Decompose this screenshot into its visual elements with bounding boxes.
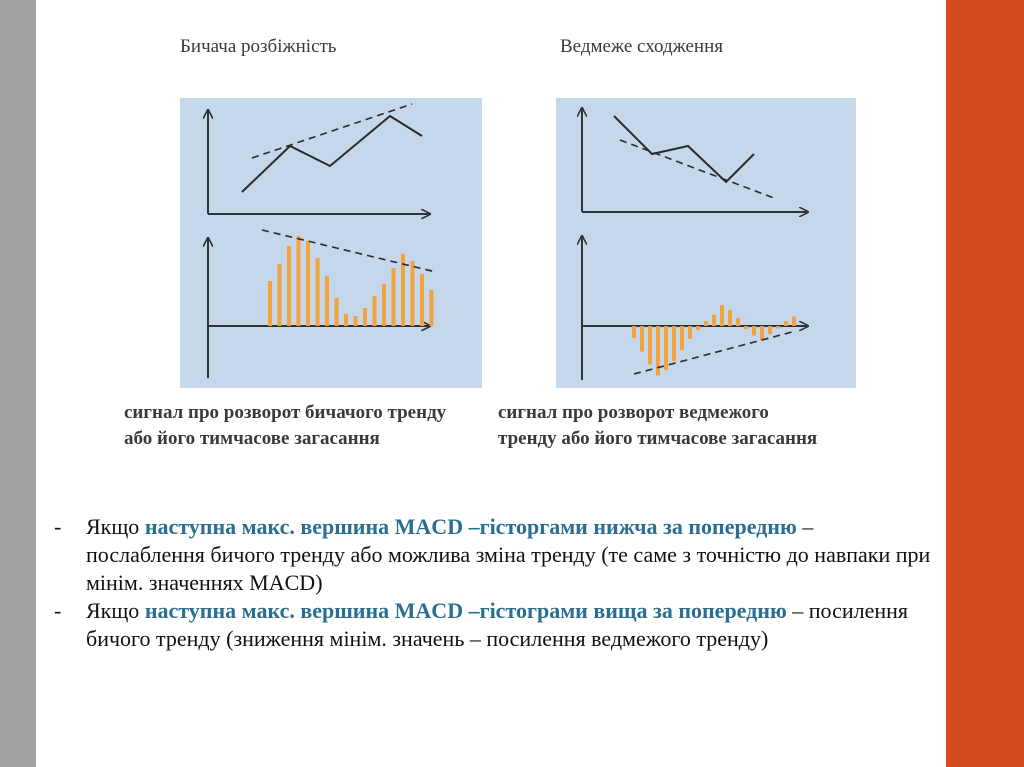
histogram-bar [792, 316, 796, 326]
bullish-caption [124, 400, 446, 452]
histogram-bar [411, 261, 415, 326]
histogram-bar [382, 284, 386, 326]
histogram-bar [363, 308, 367, 326]
histogram-bar [664, 326, 668, 370]
bullet-prefix: Якщо [86, 598, 145, 623]
histogram-bar [287, 246, 291, 326]
bearish-caption-line: сигнал про розворот ведмежого [498, 402, 769, 423]
bullet-item [54, 513, 934, 597]
histogram-bar [704, 321, 708, 326]
bullet-dash: - [54, 514, 62, 539]
histogram-bar [744, 326, 748, 329]
histogram-bar [712, 315, 716, 326]
histogram-bar [344, 314, 348, 326]
histogram-bar [680, 326, 684, 350]
bullish-caption-line: сигнал про розворот бичачого тренду [124, 402, 447, 423]
histogram-bar [776, 326, 780, 328]
bullet-highlight: наступна макс. вершина MACD –гісторгами нижча за попередню [144, 514, 797, 539]
bullet-dash: - [54, 598, 62, 623]
histogram-bar [696, 326, 700, 330]
histogram-bar [648, 326, 652, 364]
bullet-prefix: Якщо [86, 514, 145, 539]
histogram-bar [688, 326, 692, 339]
histogram-bar [373, 296, 377, 326]
bearish-convergence-diagram [556, 98, 856, 388]
bearish-convergence-title: Ведмеже сходження [560, 36, 724, 57]
right-decorative-bar [946, 0, 1024, 767]
histogram-bar [640, 326, 644, 352]
histogram-bar [760, 326, 764, 340]
bullet-item [54, 597, 934, 653]
bullet-highlight: наступна макс. вершина MACD –гістограми вища за попередню [144, 598, 787, 623]
histogram-bar [672, 326, 676, 361]
histogram-bar [306, 241, 310, 326]
histogram-bar [752, 326, 756, 336]
bearish-caption-line: тренду або його тимчасове загасання [498, 428, 818, 449]
histogram-bar [316, 258, 320, 326]
histogram-bar [768, 326, 772, 334]
histogram-bar [354, 316, 358, 326]
bearish-caption [498, 400, 817, 452]
bullish-caption-line: або його тимчасове загасання [124, 428, 380, 449]
histogram-bar [278, 264, 282, 326]
histogram-bar [720, 305, 724, 326]
bullish-divergence-diagram [180, 98, 482, 388]
histogram-bar [420, 274, 424, 326]
histogram-bar [728, 310, 732, 326]
bullish-divergence-title: Бичача розбіжність [180, 36, 337, 57]
histogram-bar [335, 298, 339, 326]
histogram-bar [325, 276, 329, 326]
bullet-rest: – посилення бичого тренду (зниження мінім. значень – посилення ведмежого тренду) [86, 598, 909, 651]
histogram-bar [784, 321, 788, 326]
histogram-bar [392, 268, 396, 326]
bullet-rest: – послаблення бичого тренду або можлива зміна тренду (те саме з точністю до навпаки при мінім. значеннях MACD) [86, 514, 931, 595]
histogram-bar [632, 326, 636, 338]
histogram-bar [297, 236, 301, 326]
histogram-bar [736, 318, 740, 326]
left-decorative-bar [0, 0, 36, 767]
bullish-panel-background [180, 98, 482, 388]
bullet-list [54, 513, 934, 653]
histogram-bar [430, 290, 434, 326]
bearish-panel-background [556, 98, 856, 388]
histogram-bar [268, 281, 272, 326]
